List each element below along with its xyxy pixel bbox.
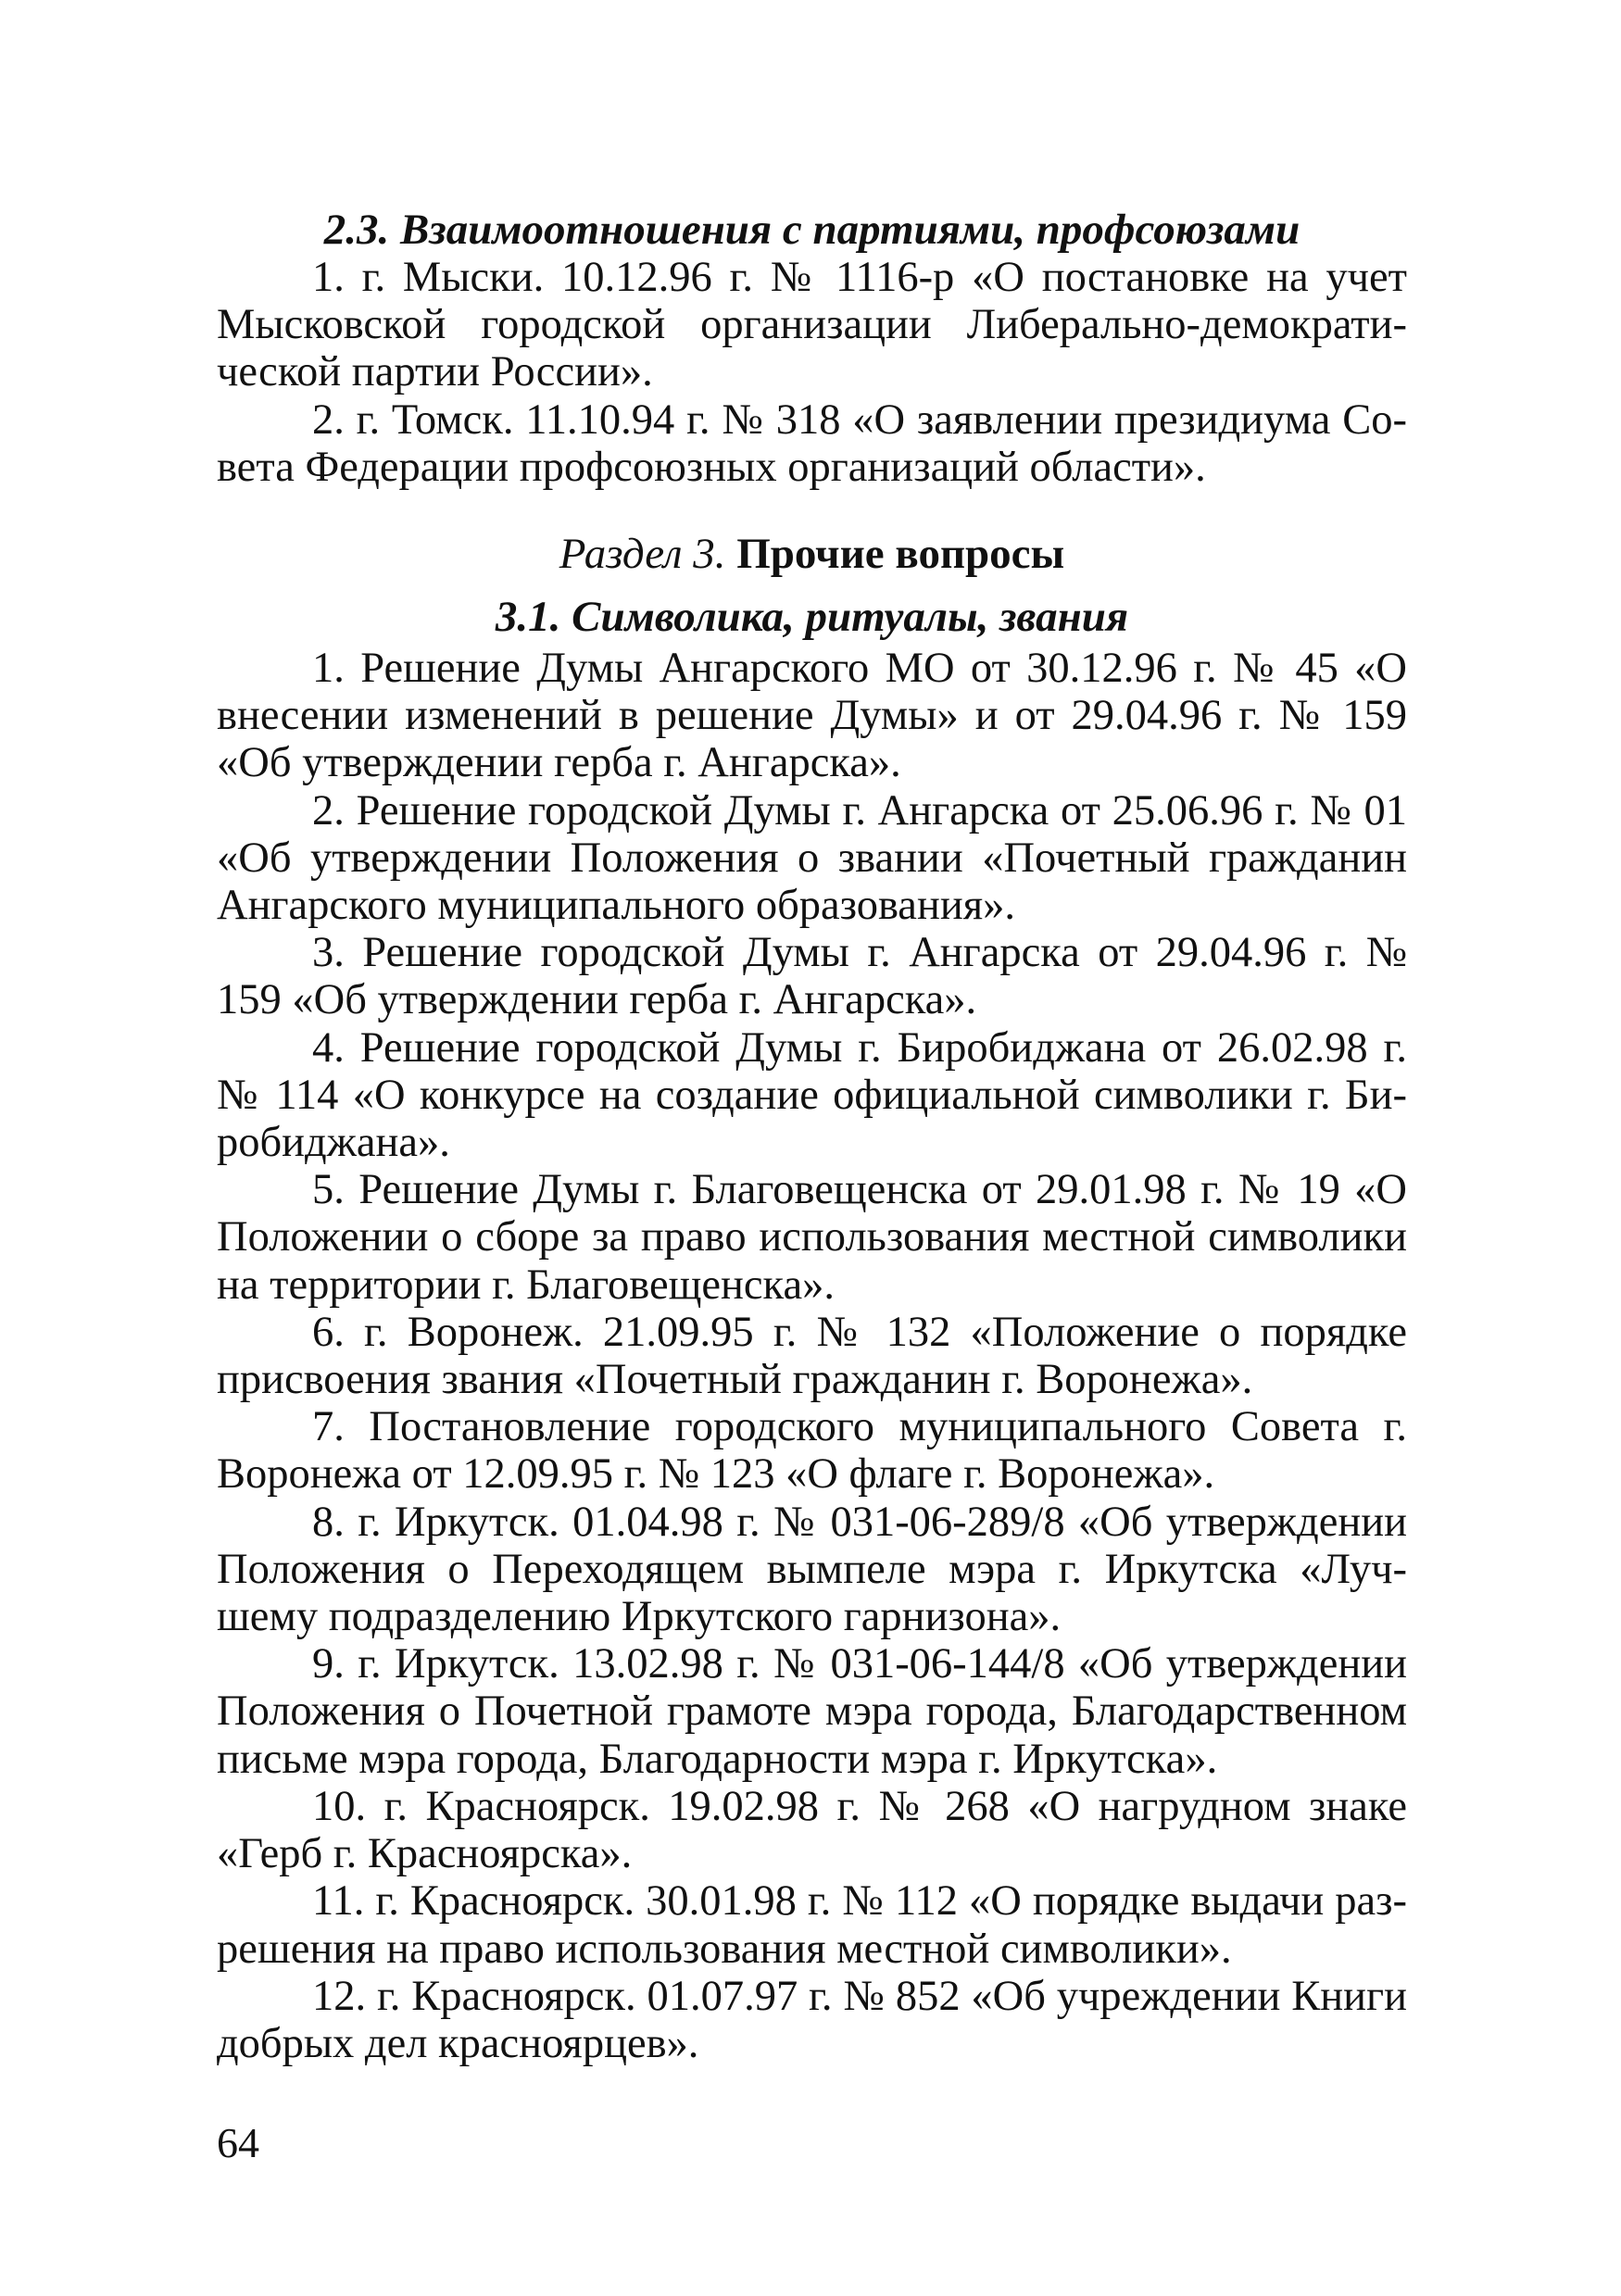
list-item: 9. г. Иркутск. 13.02.98 г. № 031-06-144/8 «Об утверждении Положения о Почетной грамоте мэра города, Благодарственном письме мэра города, Благодарности мэра г. Иркутска». xyxy=(217,1640,1407,1783)
list-item: 8. г. Иркутск. 01.04.98 г. № 031-06-289/8 «Об утверждении Положения о Переходящем вымпеле мэра г. Иркутска «Лучшему подразделению Иркутского гарнизона». xyxy=(217,1498,1407,1641)
list-item: 3. Решение городской Думы г. Ангарска от 29.04.96 г. № 159 «Об утверждении герба г. Ангарска». xyxy=(217,929,1407,1024)
list-item: 4. Решение городской Думы г. Биробиджана от 26.02.98 г. № 114 «О конкурсе на создание официальной символики г. Биробиджана». xyxy=(217,1023,1407,1167)
section-2-3-list xyxy=(217,254,1407,491)
list-item: 6. г. Воронеж. 21.09.95 г. № 132 «Положение о порядке присвоения звания «Почетный гражданин г. Воронежа». xyxy=(217,1308,1407,1404)
list-item: 2. г. Томск. 11.10.94 г. № 318 «О заявлении президиума Совета Федерации профсоюзных организаций области». xyxy=(217,395,1407,491)
section-2-3-heading: 2.3. Взаимоотношения с партиями, профсоюзами xyxy=(323,206,1301,254)
list-item: 12. г. Красноярск. 01.07.97 г. № 852 «Об учреждении Книги добрых дел красноярцев». xyxy=(217,1972,1407,2067)
list-item: 5. Решение Думы г. Благовещенска от 29.01.98 г. № 19 «О Положении о сборе за право использования местной символики на территории г. Благовещенска». xyxy=(217,1166,1407,1309)
list-item: 1. г. Мыски. 10.12.96 г. № 1116-р «О постановке на учет Мысковской городской организации Либерально-демократической партии России». xyxy=(217,254,1407,396)
section-3-1-list xyxy=(217,645,1407,2067)
section-3-heading xyxy=(217,530,1407,578)
list-item: 10. г. Красноярск. 19.02.98 г. № 268 «О нагрудном знаке «Герб г. Красноярска». xyxy=(217,1782,1407,1878)
section-3-label: Раздел 3. xyxy=(559,530,726,579)
page-number: 64 xyxy=(217,2119,259,2166)
page-content xyxy=(217,206,1407,2067)
list-item: 7. Постановление городского муниципального Совета г. Воронежа от 12.09.95 г. № 123 «О флаге г. Воронежа». xyxy=(217,1403,1407,1499)
section-3-1-heading: 3.1. Символика, ритуалы, звания xyxy=(495,593,1129,642)
list-item: 1. Решение Думы Ангарского МО от 30.12.96 г. № 45 «О внесении изменений в решение Думы» и от 29.04.96 г. № 159 «Об утверждении герба г. Ангарска». xyxy=(217,645,1407,787)
list-item: 11. г. Красноярск. 30.01.98 г. № 112 «О порядке выдачи разрешения на право использования местной символики». xyxy=(217,1877,1407,1973)
list-item: 2. Решение городской Думы г. Ангарска от 25.06.96 г. № 01 «Об утверждении Положения о звании «Почетный гражданин Ангарского муниципального образования». xyxy=(217,786,1407,930)
section-3-title: Прочие вопросы xyxy=(736,530,1065,579)
